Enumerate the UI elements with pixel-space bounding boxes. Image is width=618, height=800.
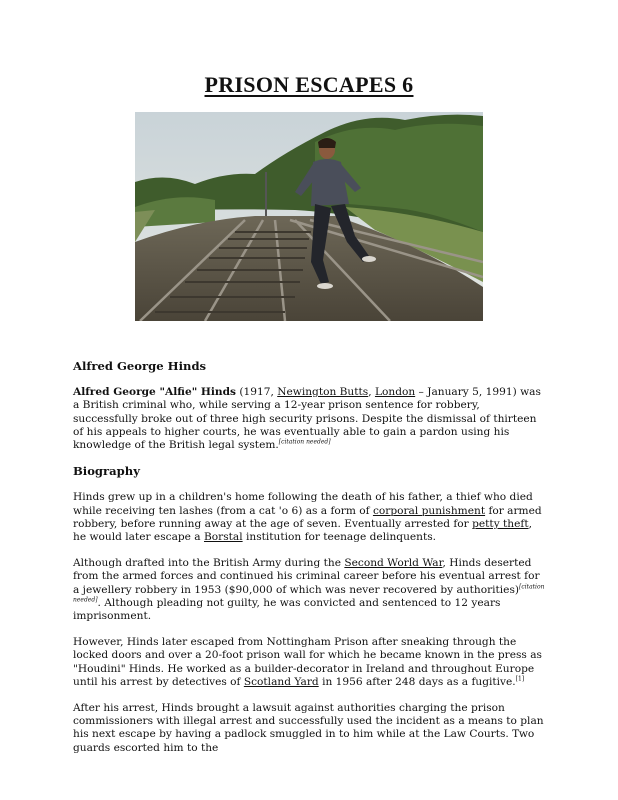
text: However, Hinds later escaped from Nottingham Prison after sneaking through the locked doors and over a 20-foot prison wall for which he became known in the press as "Houdini" Hinds. He worked as a builder-decorator in Ireland and throughout Europe until his arrest by detectives of — [73, 636, 542, 688]
page-title: PRISON ESCAPES 6 — [204, 72, 414, 97]
reference-1[interactable]: [1] — [515, 675, 525, 683]
link-second-world-war[interactable]: Second World War — [344, 557, 443, 570]
text: , — [368, 386, 375, 399]
text: , he would later escape a — [73, 517, 532, 544]
biography-paragraph-3 — [73, 636, 545, 689]
link-borstal[interactable]: Borstal — [203, 531, 243, 544]
link-london[interactable]: London — [374, 386, 416, 399]
link-newington-butts[interactable]: Newington Butts — [277, 386, 369, 399]
article-body — [73, 360, 545, 768]
text: institution for teenage delinquents. — [242, 531, 437, 544]
text: Hinds grew up in a children's home following the death of his father, a thief who died while receiving ten lashes (from a cat 'o 6) as a form of — [73, 491, 533, 517]
section-heading-name: Alfred George Hinds — [73, 359, 207, 373]
text: for armed robbery, before running away at the age of seven. Eventually arrested for — [73, 504, 542, 530]
biography-paragraph-1 — [73, 491, 545, 544]
man-running-on-railway-tracks-photo — [135, 112, 483, 321]
text: in 1956 after 248 days as a fugitive. — [318, 675, 516, 688]
text: – January 5, 1991) was a British criminal who, while serving a 12-year prison sentence for robbery, successfully broke out of three high security prisons. Despite the dismissal of thirteen of his appeals to higher courts, he was eventually able to gain a pardon using his knowledge of the British legal system. — [73, 386, 541, 452]
link-scotland-yard[interactable]: Scotland Yard — [243, 675, 319, 688]
text: Although drafted into the British Army during the — [73, 557, 345, 570]
subject-name: Alfred George "Alfie" Hinds — [73, 386, 237, 399]
section-heading-biography: Biography — [73, 464, 140, 479]
biography-paragraph-2 — [73, 557, 545, 623]
text: (1917, — [236, 386, 278, 399]
text: , Hinds deserted from the armed forces and continued his criminal career before his eventual arrest for a jewellery robbery in 1953 ($90,000 of which was never recovered by authorities) — [73, 557, 540, 596]
text: . Although pleading not guilty, he was convicted and sentenced to 12 years imprisonment. — [73, 596, 501, 623]
biography-paragraph-4 — [73, 702, 545, 755]
text: After his arrest, Hinds brought a lawsuit against authorities charging the prison commissioners with illegal arrest and successfully used the incident as a means to plan his next escape by having a padlock smuggled in to him while at the Law Courts. Two guards escorted him to the — [73, 702, 544, 754]
link-petty-theft[interactable]: petty theft — [472, 517, 529, 530]
citation-needed[interactable]: [citation needed] — [278, 438, 331, 446]
link-corporal-punishment[interactable]: corporal punishment — [372, 504, 486, 517]
intro-paragraph — [73, 386, 545, 452]
citation-needed[interactable]: [citation needed] — [73, 583, 545, 604]
